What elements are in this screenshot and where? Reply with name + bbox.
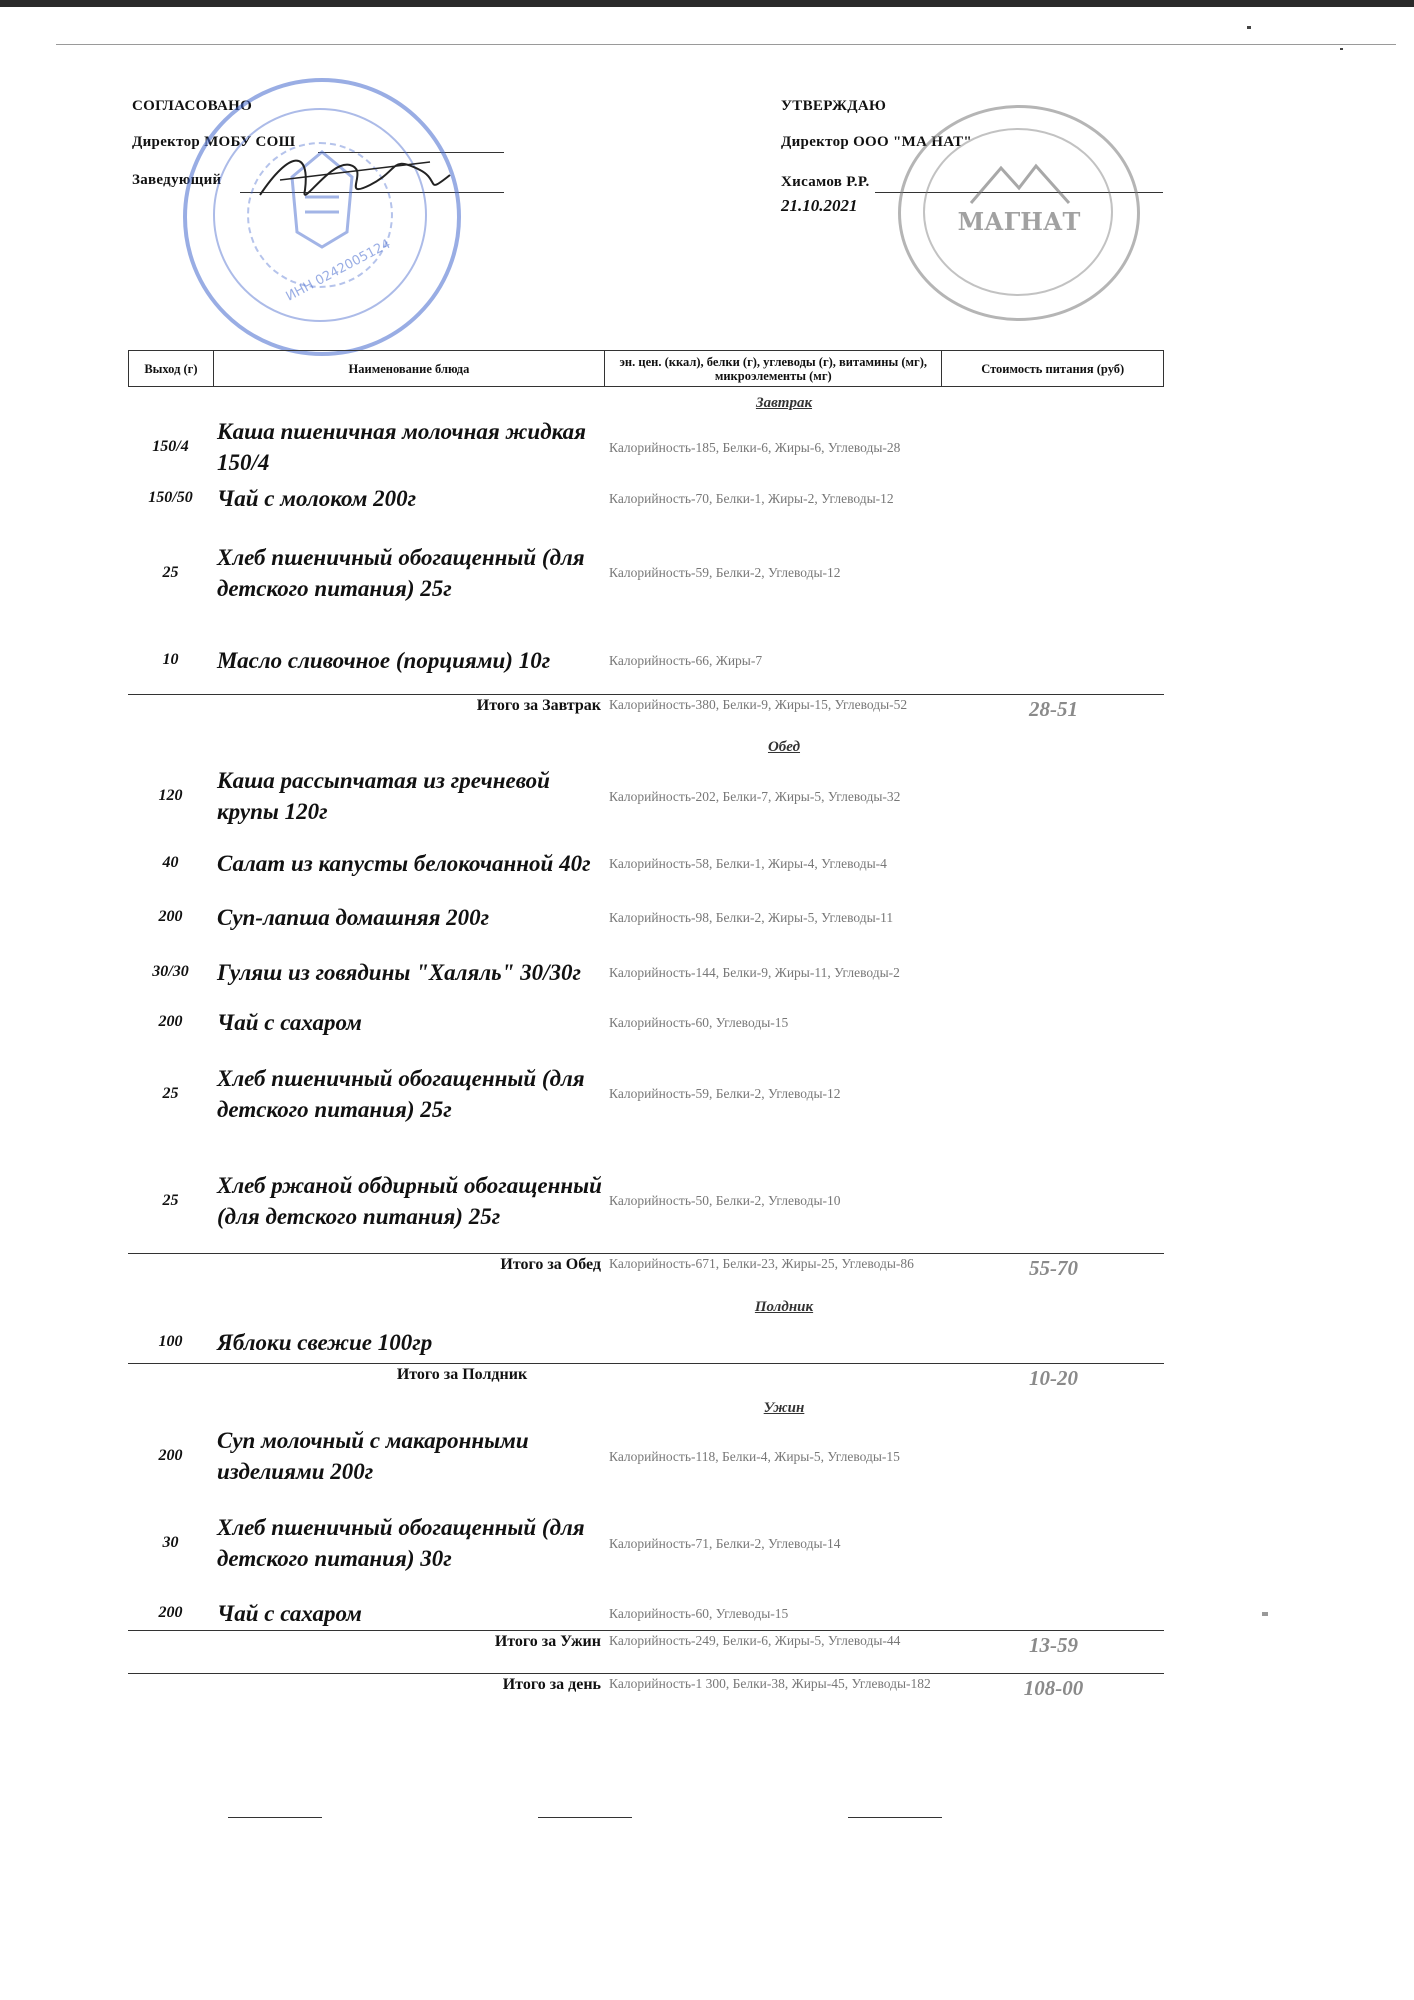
total-label: Итого за Обед bbox=[500, 1256, 601, 1273]
col-nutrition-header: эн. цен. (ккал), белки (г), углеводы (г), витамины (мг), микроэлементы (мг) bbox=[605, 351, 942, 386]
table-row bbox=[128, 519, 1164, 626]
signature-scribble bbox=[250, 140, 460, 220]
table-row bbox=[128, 831, 1164, 895]
dish-name: Гуляш из говядины "Халяль" 30/30г bbox=[217, 959, 582, 985]
scan-speck bbox=[1340, 48, 1343, 50]
dish-nutrition: Калорийность-50, Белки-2, Углеводы-10 bbox=[609, 1193, 841, 1208]
total-cost: 55-70 bbox=[1029, 1256, 1078, 1280]
company-seal-stamp bbox=[898, 105, 1140, 321]
total-label: Итого за Ужин bbox=[494, 1633, 601, 1650]
dish-yield: 150/50 bbox=[148, 489, 193, 506]
dish-nutrition: Калорийность-202, Белки-7, Жиры-5, Углеводы-32 bbox=[609, 788, 901, 804]
dish-nutrition: Калорийность-98, Белки-2, Жиры-5, Углеводы-11 bbox=[609, 909, 894, 925]
table-row bbox=[128, 626, 1164, 694]
table-row bbox=[128, 1321, 1164, 1363]
dish-name: Суп-лапша домашняя 200г bbox=[217, 904, 490, 930]
dish-yield: 100 bbox=[158, 1333, 183, 1350]
table-row bbox=[128, 761, 1164, 831]
table-row bbox=[128, 1596, 1164, 1630]
company-director-label: Директор ООО "МА НАТ" bbox=[781, 134, 973, 150]
section-total-row bbox=[128, 1253, 1164, 1299]
school-director-label: Директор МОБУ СОШ bbox=[132, 134, 296, 150]
day-total-label: Итого за день bbox=[502, 1676, 601, 1693]
dish-name: Каша рассыпчатая из гречневой крупы 120г bbox=[217, 768, 550, 824]
dish-yield: 25 bbox=[162, 1191, 179, 1209]
dish-yield: 200 bbox=[158, 1013, 183, 1030]
section-title: Ужин bbox=[763, 1400, 805, 1416]
menu-table-body bbox=[128, 395, 1164, 1722]
total-nutrition: Калорийность-249, Белки-6, Жиры-5, Углеводы-44 bbox=[609, 1633, 901, 1648]
dish-nutrition: Калорийность-70, Белки-1, Жиры-2, Углеводы-12 bbox=[609, 490, 894, 506]
approval-date: 21.10.2021 bbox=[781, 196, 858, 215]
dish-nutrition: Калорийность-59, Белки-2, Углеводы-12 bbox=[609, 565, 841, 580]
bottom-signature-line bbox=[538, 1817, 632, 1818]
table-row bbox=[128, 1490, 1164, 1596]
dish-name: Хлеб ржаной обдирный обогащенный (для детского питания) 25г bbox=[217, 1172, 602, 1229]
section-total-row bbox=[128, 1630, 1164, 1673]
seal-inn-text: ИНН 0242005124 bbox=[283, 236, 394, 305]
dish-yield: 150/4 bbox=[152, 438, 189, 455]
dish-nutrition: Калорийность-71, Белки-2, Углеводы-14 bbox=[609, 1535, 841, 1551]
table-row bbox=[128, 895, 1164, 939]
dish-nutrition: Калорийность-66, Жиры-7 bbox=[609, 652, 763, 668]
dish-nutrition: Калорийность-60, Углеводы-15 bbox=[609, 1014, 789, 1030]
head-label: Заведующий bbox=[132, 172, 222, 188]
scan-edge-line bbox=[56, 44, 1396, 45]
section-total-row bbox=[128, 1363, 1164, 1400]
dish-name: Чай с молоком 200г bbox=[217, 485, 417, 511]
table-row bbox=[128, 1039, 1164, 1148]
dish-name: Чай с сахаром bbox=[217, 1600, 362, 1626]
scan-speck bbox=[1262, 1612, 1268, 1616]
table-row bbox=[128, 939, 1164, 1005]
scan-top-border bbox=[0, 0, 1414, 7]
day-total-row bbox=[128, 1673, 1164, 1722]
dish-yield: 200 bbox=[158, 1604, 183, 1621]
director-name: Хисамов Р.Р. bbox=[781, 174, 870, 190]
section-title: Полдник bbox=[754, 1299, 814, 1315]
bottom-signature-line bbox=[848, 1817, 942, 1818]
dish-nutrition: Калорийность-59, Белки-2, Углеводы-12 bbox=[609, 1086, 841, 1101]
dish-nutrition: Калорийность-58, Белки-1, Жиры-4, Углеводы-4 bbox=[609, 855, 887, 871]
dish-name: Чай с сахаром bbox=[217, 1009, 362, 1035]
seal-logo-icon bbox=[901, 108, 1137, 318]
table-row bbox=[128, 477, 1164, 519]
dish-name: Хлеб пшеничный обогащенный (для детского питания) 30г bbox=[217, 1515, 585, 1571]
seal-company-text: МАГНАТ bbox=[957, 207, 1081, 236]
dish-yield: 30 bbox=[162, 1534, 179, 1551]
total-label: Итого за Завтрак bbox=[476, 697, 601, 714]
dish-name: Хлеб пшеничный обогащенный (для детского питания) 25г bbox=[217, 544, 585, 601]
dish-nutrition: Калорийность-60, Углеводы-15 bbox=[609, 1605, 789, 1621]
day-total-cost: 108-00 bbox=[1023, 1676, 1084, 1700]
dish-name: Салат из капусты белокочанной 40г bbox=[217, 850, 591, 876]
bottom-signature-line bbox=[228, 1817, 322, 1818]
total-cost: 13-59 bbox=[1029, 1633, 1078, 1657]
col-yield-header: Выход (г) bbox=[129, 351, 214, 386]
dish-yield: 200 bbox=[158, 1447, 183, 1464]
table-row bbox=[128, 417, 1164, 477]
section-title: Завтрак bbox=[755, 395, 813, 411]
dish-name: Суп молочный с макаронными изделиями 200г bbox=[217, 1428, 529, 1484]
agreed-label: СОГЛАСОВАНО bbox=[132, 98, 253, 114]
total-cost: 28-51 bbox=[1029, 697, 1078, 721]
section-total-row bbox=[128, 694, 1164, 739]
dish-yield: 10 bbox=[162, 651, 179, 668]
dish-nutrition: Калорийность-185, Белки-6, Жиры-6, Углеводы-28 bbox=[609, 439, 901, 455]
dish-yield: 30/30 bbox=[152, 963, 189, 980]
total-cost: 10-20 bbox=[1029, 1366, 1078, 1390]
table-row bbox=[128, 1422, 1164, 1490]
dish-name: Хлеб пшеничный обогащенный (для детского питания) 25г bbox=[217, 1065, 585, 1122]
dish-yield: 120 bbox=[158, 787, 183, 804]
dish-nutrition: Калорийность-144, Белки-9, Жиры-11, Углеводы-2 bbox=[609, 964, 900, 980]
dish-yield: 40 bbox=[162, 854, 179, 871]
approve-label: УТВЕРЖДАЮ bbox=[781, 98, 887, 114]
total-label: Итого за Полдник bbox=[396, 1366, 528, 1383]
scan-speck bbox=[1247, 26, 1251, 29]
table-row bbox=[128, 1148, 1164, 1253]
total-nutrition: Калорийность-671, Белки-23, Жиры-25, Углеводы-86 bbox=[609, 1256, 914, 1271]
col-cost-header: Стоимость питания (руб) bbox=[981, 361, 1125, 376]
table-row bbox=[128, 1005, 1164, 1039]
total-nutrition: Калорийность-380, Белки-9, Жиры-15, Углеводы-52 bbox=[609, 697, 908, 712]
dish-yield: 25 bbox=[162, 563, 179, 581]
dish-name: Каша пшеничная молочная жидкая 150/4 bbox=[217, 419, 587, 475]
dish-name: Масло сливочное (порциями) 10г bbox=[217, 647, 551, 673]
section-title: Обед bbox=[767, 739, 801, 755]
dish-yield: 25 bbox=[162, 1084, 179, 1102]
col-dish-header: Наименование блюда bbox=[214, 351, 605, 386]
day-total-nutrition: Калорийность-1 300, Белки-38, Жиры-45, Углеводы-182 bbox=[609, 1676, 931, 1691]
dish-yield: 200 bbox=[158, 908, 183, 925]
dish-name: Яблоки свежие 100гр bbox=[217, 1329, 433, 1355]
menu-table-header bbox=[128, 350, 1164, 387]
dish-nutrition: Калорийность-118, Белки-4, Жиры-5, Углеводы-15 bbox=[609, 1448, 900, 1464]
